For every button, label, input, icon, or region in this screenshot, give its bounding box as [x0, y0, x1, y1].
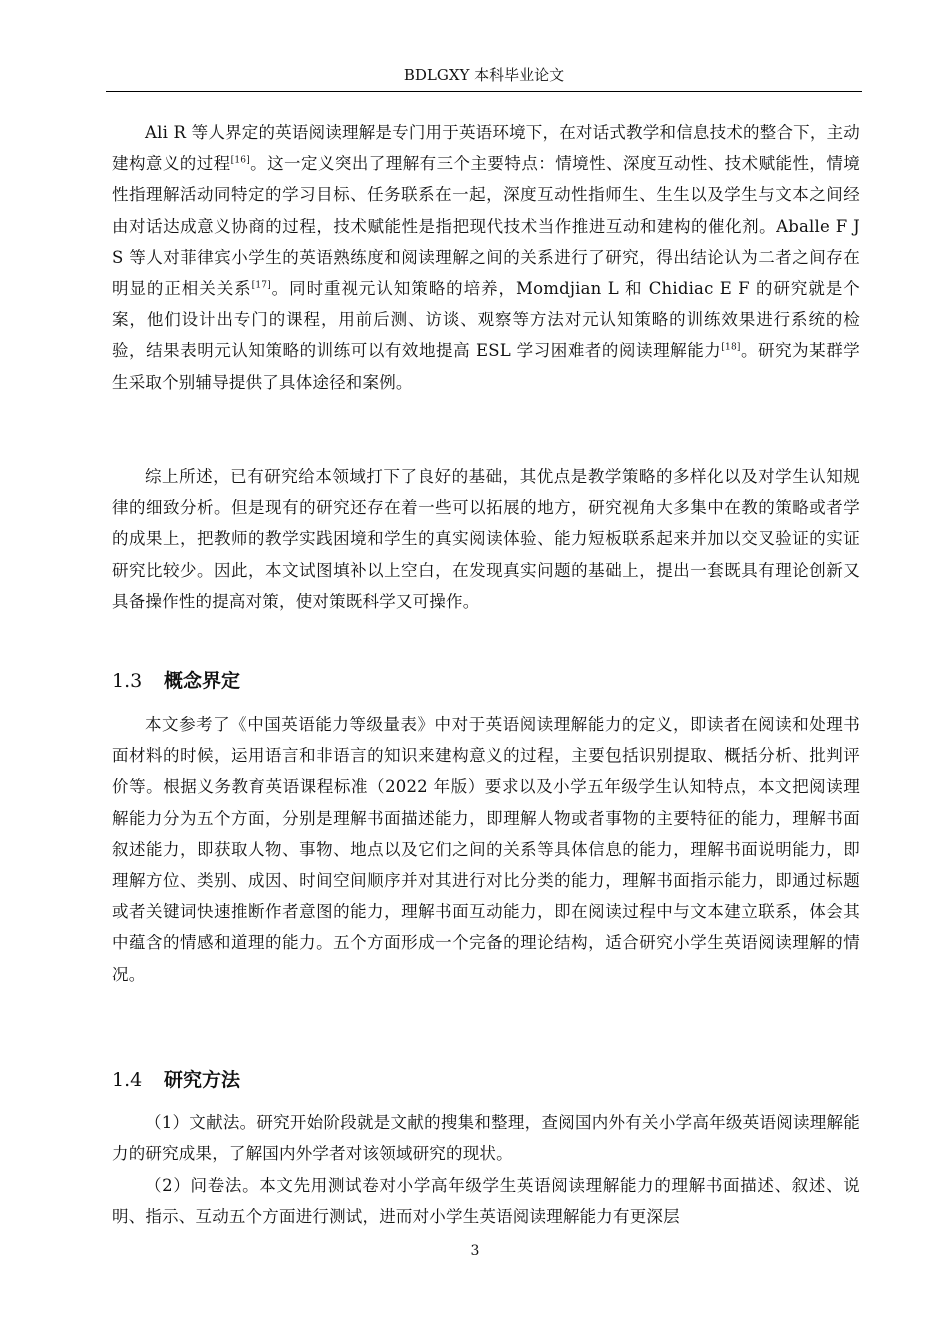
- page-number: 3: [470, 1243, 480, 1259]
- paragraph-method-questionnaire: （2）问卷法。本文先用测试卷对小学高年级学生英语阅读理解能力的理解书面描述、叙述、说明、指示、互动五个方面进行测试，进而对小学生英语阅读理解能力有更深层: [112, 1176, 860, 1227]
- paragraph-concept-definition: 本文参考了《中国英语能力等级量表》中对于英语阅读理解能力的定义，即读者在阅读和处理书面材料的时候，运用语言和非语言的知识来建构意义的过程，主要包括识别提取、概括分析、批判评价等。根据义务教育英语课程标准（2022 年版）要求以及小学五年级学生认知特点，本文把阅读理解能力分为五个方面，分别是理解书面描述能力，即理解人物或者事物的主要特征的能力，理解书面叙述能力，即获取人物、事物、地点以及它们之间的关系等具体信息的能力，理解书面说明能力，即理解方位、类别、成因、时间空间顺序并对其进行对比分类的能力，理解书面指示能力，即通过标题或者关键词快速推断作者意图的能力，理解书面互动能力，即在阅读过程中与文本建立联系，体会其中蕴含的情感和道理的能力。五个方面形成一个完备的理论结构，适合研究小学生英语阅读理解的情况。: [112, 715, 860, 984]
- running-header: BDLGXY 本科毕业论文: [403, 66, 565, 84]
- section-heading-1-4: [112, 1067, 240, 1093]
- section-title: 研究方法: [164, 1069, 241, 1091]
- citation-18: [18]: [721, 342, 741, 353]
- citation-17: [17]: [251, 280, 271, 291]
- header-rule: [106, 91, 862, 92]
- paragraph-method-literature: （1）文献法。研究开始阶段就是文献的搜集和整理，查阅国内外有关小学高年级英语阅读理解能力的研究成果，了解国内外学者对该领域研究的现状。: [112, 1113, 860, 1164]
- section-title: 概念界定: [164, 670, 241, 692]
- paragraph-summary: 综上所述，已有研究给本领域打下了良好的基础，其优点是教学策略的多样化以及对学生认知规律的细致分析。但是现有的研究还存在着一些可以拓展的地方，研究视角大多集中在教的策略或者学的成果上，把教师的教学实践困境和学生的真实阅读体验、能力短板联系起来并加以交叉验证的实证研究比较少。因此，本文试图填补以上空白，在发现真实问题的基础上，提出一套既具有理论创新又具备操作性的提高对策，使对策既科学又可操作。: [112, 467, 860, 611]
- paragraph-text: 。同时重视元认知策略的培养，Momdjian L 和 Chidiac E F 的研究就是个案，他们设计出专门的课程，用前后测、访谈、观察等方法对元认知策略的训练效果进行系统的检验，结果表明元认知策略的训练可以有效地提高 ESL 学习困难者的阅读理解能力: [112, 279, 860, 361]
- citation-16: [16]: [230, 155, 250, 166]
- paragraph-text: Ali R 等人界定的英语阅读理解是专门用于英语环境下，在对话式教学和信息技术的整合下，主动建构意义的过程: [112, 123, 860, 174]
- paragraph-text: 。研究为某群学生采取个别辅导提供了具体途径和案例。: [112, 341, 860, 392]
- paragraph-text: 。这一定义突出了理解有三个主要特点：情境性、深度互动性、技术赋能性，情境性指理解活动同特定的学习目标、任务联系在一起，深度互动性指师生、生生以及学生与文本之间经由对话达成意义协商的过程，技术赋能性是指把现代技术当作推进互动和建构的催化剂。Aballe F J S 等人对菲律宾小学生的英语熟练度和阅读理解之间的关系进行了研究，得出结论认为二者之间存在明显的正相关关系: [112, 154, 861, 299]
- section-number: 1.4: [112, 1069, 143, 1091]
- paragraph-literature-review: [112, 117, 860, 398]
- section-heading-1-3: [112, 668, 240, 694]
- section-number: 1.3: [112, 670, 143, 692]
